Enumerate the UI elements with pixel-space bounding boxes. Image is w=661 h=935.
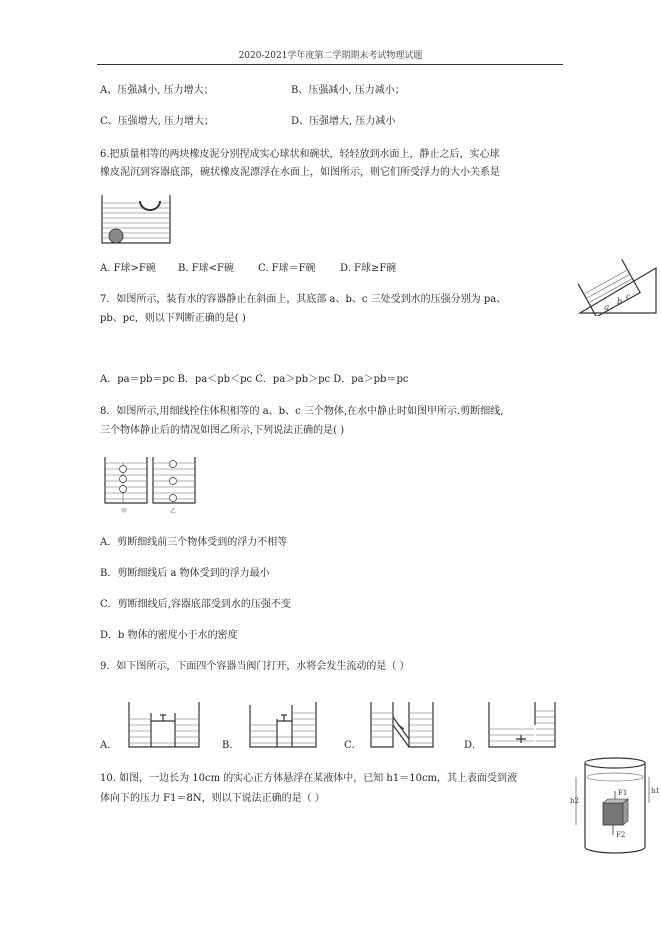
q7-incline <box>580 268 656 313</box>
q10-label-h1: h1 <box>651 787 660 795</box>
q6-stem-line2: 橡皮泥沉到容器底部，碗状橡皮泥漂浮在水面上，如图所示，则它们所受浮力的大小关系是 <box>100 167 500 178</box>
q6-option-c: C. F球＝F碗 <box>258 263 316 274</box>
q9-option-b-label: B． <box>222 740 240 751</box>
q8-option-c: C．剪断细线后,容器底部受到水的压强不变 <box>100 599 291 610</box>
q10-label-h2: h2 <box>570 797 579 805</box>
q9-option-d-label: D． <box>464 740 483 751</box>
q8-figure <box>103 455 199 515</box>
q6-option-d: D. F球≥F碗 <box>340 263 397 274</box>
q10-label-f1: F1 <box>618 789 628 797</box>
q5-option-d: D、压强增大, 压力减小 <box>291 116 396 127</box>
q8-stem-line2: 三个物体静止后的情况如图乙所示,下列说法正确的是( ) <box>100 425 345 436</box>
q9-option-c-label: C． <box>344 740 362 751</box>
q5-option-a: A、压强减小, 压力增大； <box>100 85 214 96</box>
q6-option-a: A. F球>F碗 <box>100 263 156 274</box>
q7-stem-line2: pb、pc，则以下判断正确的是( ) <box>100 313 246 324</box>
q5-option-c: C、压强增大, 压力增大； <box>100 116 215 127</box>
q9-option-a-label: A． <box>100 740 118 751</box>
q9-figure-a <box>126 699 202 751</box>
q9-stem: 9．如下图所示，下面四个容器当阀门打开，水将会发生流动的是（ ） <box>100 661 410 672</box>
q7-stem-line1: 7．如图所示，装有水的容器静止在斜面上，其底部 a、b、c 三处受到水的压强分别为 pa、 <box>100 294 507 305</box>
q10-stem-line1: 10. 如图，一边长为 10cm 的实心正方体悬浮在某液体中，已知 h1＝10cm，其上表面受到液 <box>100 773 518 784</box>
header-rule <box>97 64 563 65</box>
q6-option-b: B. F球<F碗 <box>178 263 234 274</box>
q8-label-jia: 甲 <box>121 508 128 515</box>
q7-figure <box>578 258 658 316</box>
q7-point-a: a <box>604 303 610 313</box>
q7-options: A．pa＝pb＝pc B．pa＜pb＜pc C．pa＞pb＞pc D．pa＞pb＝pc <box>100 374 409 385</box>
q5-option-b: B、压强减小, 压力减小； <box>291 85 405 96</box>
q10-figure <box>570 755 660 857</box>
q10-stem-line2: 体向下的压力 F1＝8N，则以下说法正确的是（ ） <box>100 793 325 804</box>
q10-label-f2: F2 <box>616 831 626 839</box>
q9-figure-c <box>368 699 436 751</box>
q6-ball <box>109 229 123 243</box>
q6-stem-line1: 6.把质量相等的两块橡皮泥分别捏成实心球状和碗状，轻轻放到水面上，静止之后，实心球 <box>100 149 500 160</box>
page-header: 2020-2021学年度第二学期期末考试物理试题 <box>238 51 423 61</box>
q9-figure-d <box>486 699 558 751</box>
q8-figure-jia <box>105 457 147 515</box>
q8-option-d: D．b 物体的密度小于水的密度 <box>100 630 238 641</box>
q8-label-yi: 乙 <box>170 508 177 515</box>
q7-point-c: c <box>626 292 631 301</box>
q8-option-a: A．剪断细线前三个物体受到的浮力不相等 <box>100 537 288 548</box>
q9-figure-b <box>247 699 319 751</box>
q8-figure-yi <box>153 457 195 515</box>
q8-option-b: B．剪断细线后 a 物体受到的浮力最小 <box>100 568 270 579</box>
q7-point-b: b <box>617 297 623 306</box>
q6-bowl <box>140 201 160 210</box>
q6-figure <box>100 193 172 245</box>
q8-stem-line1: 8．如图所示,用细线拴住体积相等的 a、b、c 三个物体,在水中静止时如图甲所示.剪断细线, <box>100 406 504 417</box>
